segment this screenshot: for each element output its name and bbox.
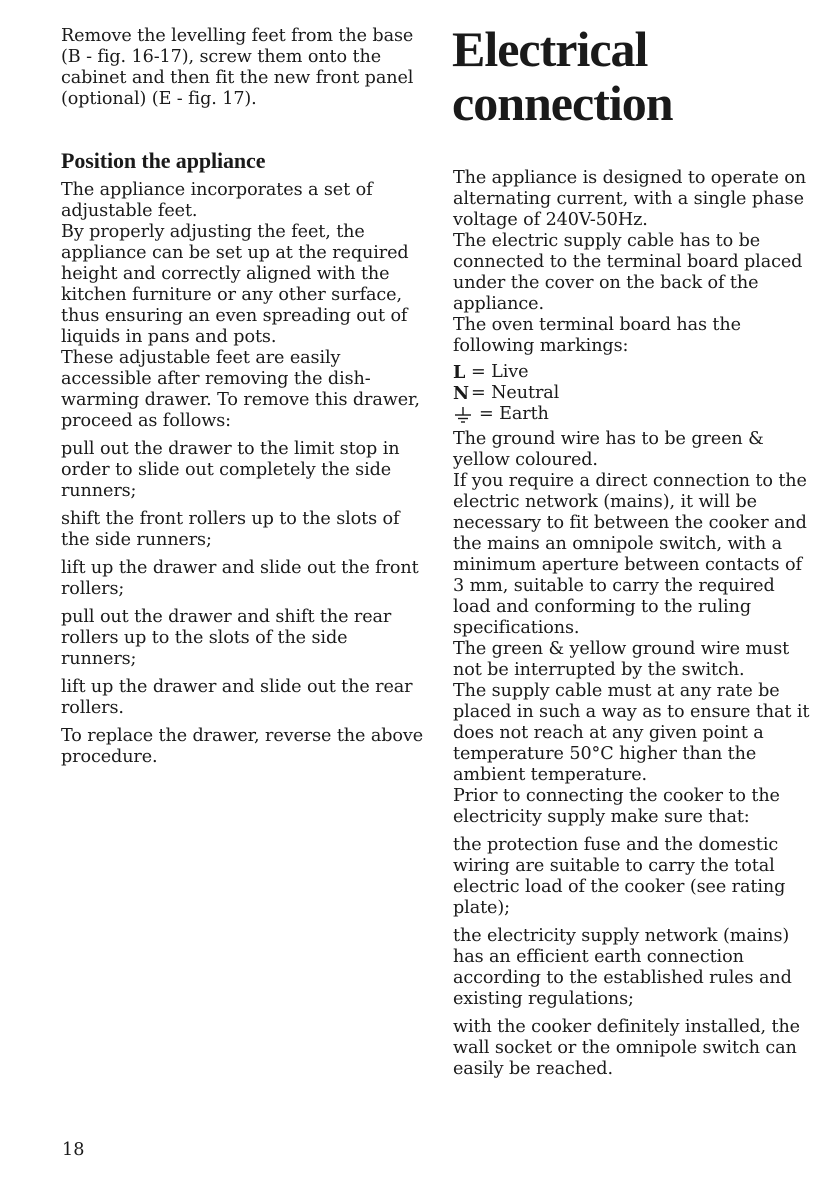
marking-live <box>453 362 813 383</box>
electrical-paragraph-5: If you require a direct connection to the electric network (mains), it will be necessary to fit between the cooker and the mains an omnipole switch, with a minimum aperture between contacts of 3 mm, suitable to carry the required load and conforming to the ruling specifications. <box>453 471 807 638</box>
electrical-paragraph-1: The appliance is designed to operate on alternating current, with a single phase voltage of 240V-50Hz. <box>453 168 806 230</box>
marking-label: = Neutral <box>471 383 560 403</box>
electrical-paragraph-7: The supply cable must at any rate be placed in such a way as to ensure that it does not reach at any given point a temperature 50°C higher than the ambient temperature. <box>453 681 810 785</box>
electrical-paragraph-3: The oven terminal board has the following markings: <box>453 315 741 356</box>
step-item: pull out the drawer to the limit stop in order to slide out completely the side runners; <box>61 439 400 501</box>
position-paragraph-2: By properly adjusting the feet, the appliance can be set up at the required height and correctly aligned with the kitchen furniture or any other surface, thus ensuring an even spreading out of liquids in pans and pots. <box>61 222 409 347</box>
position-heading: Position the appliance <box>61 148 266 173</box>
left-column <box>61 26 427 110</box>
earth-ground-icon <box>453 406 473 424</box>
check-item: with the cooker definitely installed, the wall socket or the omnipole switch can easily be reached. <box>453 1017 800 1079</box>
position-paragraph-1: The appliance incorporates a set of adjustable feet. <box>61 180 373 221</box>
electrical-paragraph-4: The ground wire has to be green & yellow coloured. <box>453 429 764 470</box>
marking-earth <box>453 404 813 425</box>
page-title: Electrical connection <box>452 21 673 131</box>
intro-paragraph: Remove the levelling feet from the base (B - fig. 16-17), screw them onto the cabinet and then fit the new front panel (optional) (E - fig. 17). <box>61 26 414 109</box>
step-item: pull out the drawer and shift the rear rollers up to the slots of the side runners; <box>61 607 392 669</box>
right-column <box>453 168 813 1080</box>
replace-paragraph: To replace the drawer, reverse the above procedure. <box>61 726 424 767</box>
marking-key: N <box>453 383 469 404</box>
step-item: shift the front rollers up to the slots of the side runners; <box>61 509 400 550</box>
step-item: lift up the drawer and slide out the front rollers; <box>61 558 419 599</box>
electrical-paragraph-6: The green & yellow ground wire must not be interrupted by the switch. <box>453 639 790 680</box>
step-item: lift up the drawer and slide out the rear rollers. <box>61 677 413 718</box>
page-number: 18 <box>62 1140 85 1160</box>
position-paragraph-3: These adjustable feet are easily accessible after removing the dish-warming drawer. To remove this drawer, proceed as follows: <box>61 348 420 431</box>
electrical-paragraph-8: Prior to connecting the cooker to the electricity supply make sure that: <box>453 786 780 827</box>
marking-neutral <box>453 383 813 404</box>
electrical-paragraph-2: The electric supply cable has to be connected to the terminal board placed under the cover on the back of the appliance. <box>453 231 803 314</box>
marking-label: = Earth <box>479 404 549 424</box>
position-section <box>61 148 427 768</box>
marking-key: L <box>453 362 466 383</box>
check-item: the electricity supply network (mains) has an efficient earth connection according to the established rules and existing regulations; <box>453 926 792 1009</box>
check-item: the protection fuse and the domestic wiring are suitable to carry the total electric load of the cooker (see rating plate); <box>453 835 786 918</box>
marking-label: = Live <box>471 362 529 382</box>
